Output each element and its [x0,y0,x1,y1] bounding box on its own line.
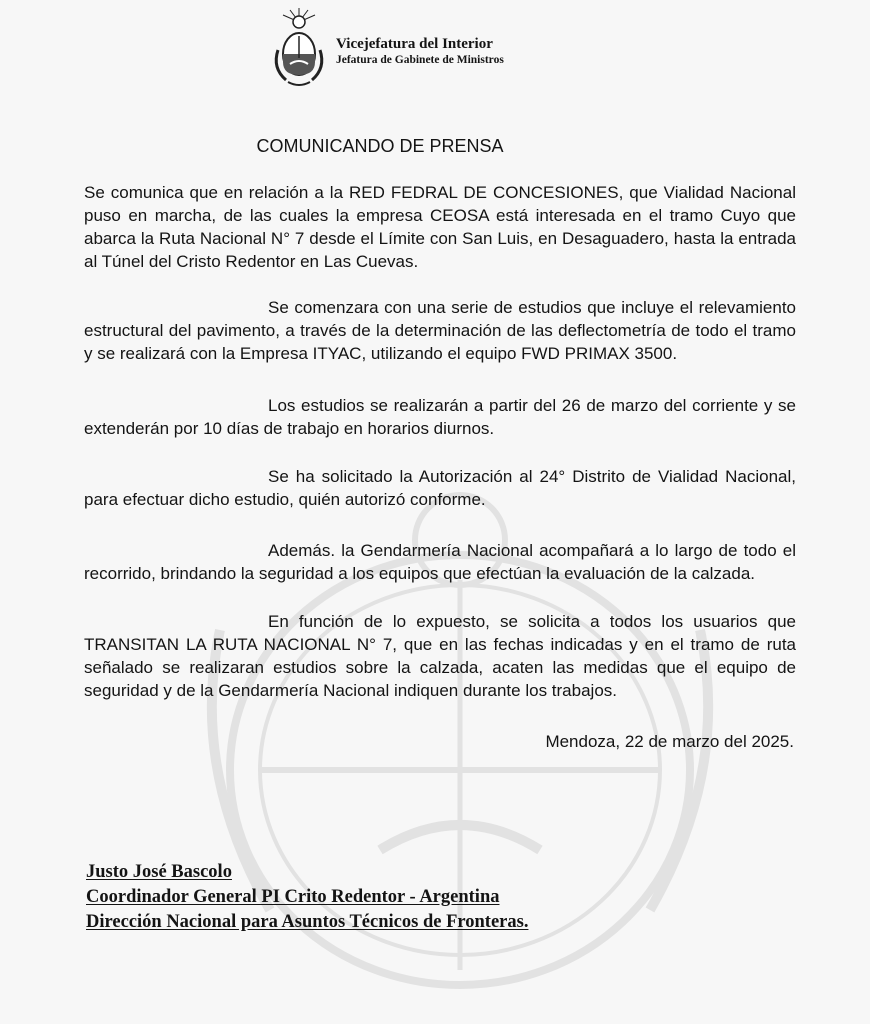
signatory-name: Justo José Bascolo [86,862,232,882]
document-date: Mendoza, 22 de marzo del 2025. [545,732,794,751]
paragraph-3: Los estudios se realizarán a partir del 26 de marzo del corriente y se extenderán por 10 días de trabajo en horarios diurnos. [84,396,796,438]
letterhead [270,6,504,90]
organization-name: Vicejefatura del Interior [336,35,493,52]
signatory-role: Coordinador General PI Crito Redentor - Argentina [86,887,500,907]
organization-subtitle: Jefatura de Gabinete de Ministros [336,53,504,66]
paragraph-5: Además. la Gendarmería Nacional acompañará a lo largo de todo el recorrido, brindando la seguridad a los equipos que efectúan la evaluación de la calzada. [84,541,796,583]
signatory-office: Dirección Nacional para Asuntos Técnicos de Fronteras. [86,912,529,932]
paragraph-2: Se comenzara con una serie de estudios que incluye el relevamiento estructural del pavimento, a través de la determinación de las deflectometría de todo el tramo y se realizará con la Empresa ITYAC, utilizando el equipo FWD PRIMAX 3500. [84,298,796,363]
paragraph-4: Se ha solicitado la Autorización al 24° Distrito de Vialidad Nacional, para efectuar dicho estudio, quién autorizó conforme. [84,467,796,509]
argentina-coat-of-arms-icon [270,6,328,90]
signature-block [86,860,528,935]
paragraph-6: En función de lo expuesto, se solicita a todos los usuarios que TRANSITAN LA RUTA NACIONAL N° 7, que en las fechas indicadas y en el tramo de ruta señalado se realizaran estudios sobre la calzada, acaten las medidas que el equipo de seguridad y de la Gendarmería Nacional indiquen durante los trabajos. [84,612,796,700]
paragraph-1: Se comunica que en relación a la RED FEDRAL DE CONCESIONES, que Vialidad Nacional puso en marcha, de las cuales la empresa CEOSA está interesada en el tramo Cuyo que abarca la Ruta Nacional N° 7 desde el Límite con San Luis, en Desaguadero, hasta la entrada al Túnel del Cristo Redentor en Las Cuevas. [84,183,796,271]
document-title: COMUNICANDO DE PRENSA [256,136,504,156]
